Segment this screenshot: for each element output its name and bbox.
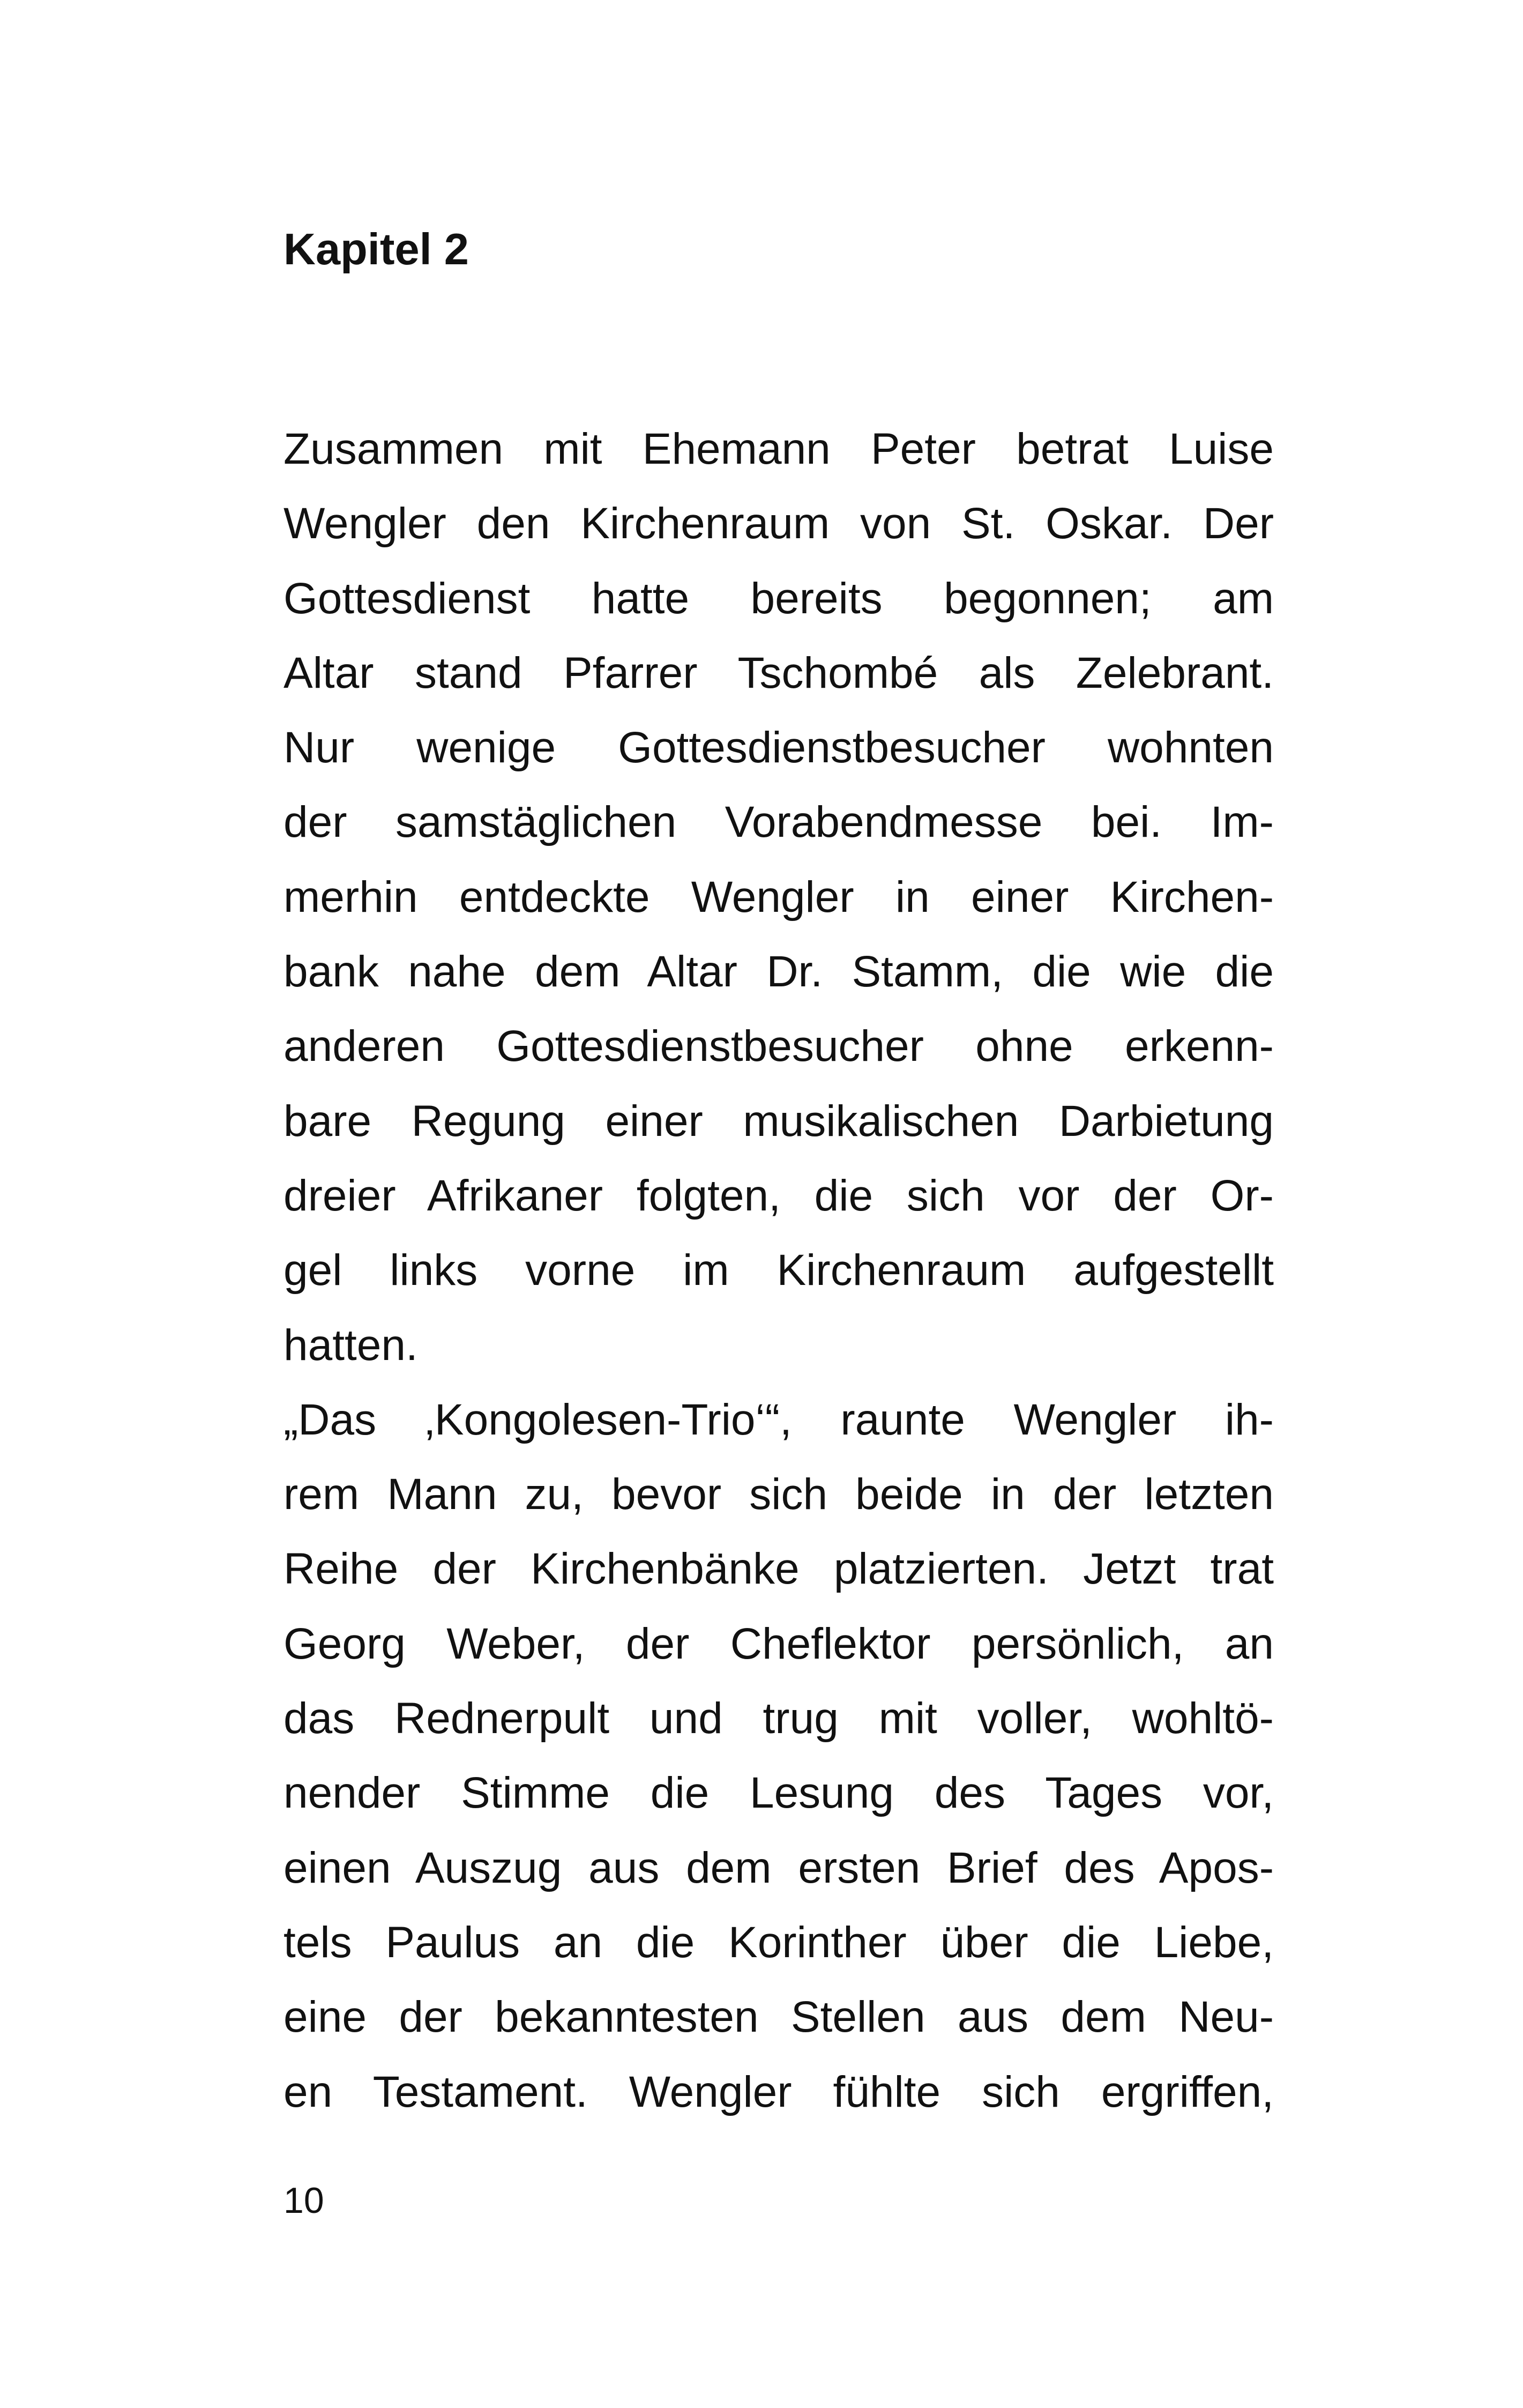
text-line: anderen Gottesdienstbesucher ohne erkenn- [283,1022,1274,1071]
text-line: nender Stimme die Lesung des Tages vor, [283,1768,1274,1818]
text-line: Zusammen mit Ehemann Peter betrat Luise [283,425,1274,473]
text-line: das Rednerpult und trug mit voller, wohltö- [283,1694,1274,1743]
text-line: Altar stand Pfarrer Tschombé als Zelebrant. [283,648,1274,697]
text-line: rem Mann zu, bevor sich beide in der letzten [283,1470,1274,1519]
text-line: Nur wenige Gottesdienstbesucher wohnten [283,723,1274,772]
text-line: Reihe der Kirchenbänke platzierten. Jetzt trat [283,1544,1274,1594]
text-line: „Das ‚Kongolesen-Trio‘“, raunte Wengler ih- [283,1395,1274,1444]
text-line: bare Regung einer musikalischen Darbietung [283,1096,1274,1146]
text-line: Gottesdienst hatte bereits begonnen; am [283,574,1274,623]
paragraph [283,1383,1274,2129]
text-line: merhin entdeckte Wengler in einer Kirchen- [283,872,1274,921]
paragraph [283,412,1274,1383]
text-line: eine der bekanntesten Stellen aus dem Neu- [283,1993,1274,2042]
text-line: dreier Afrikaner folgten, die sich vor der Or- [283,1171,1274,1220]
chapter-title: Kapitel 2 [283,224,469,274]
text-line: Wengler den Kirchenraum von St. Oskar. Der [283,499,1274,548]
text-line: der samstäglichen Vorabendmesse bei. Im- [283,798,1274,847]
text-line: Georg Weber, der Cheflektor persönlich, an [283,1619,1274,1668]
text-line: en Testament. Wengler fühlte sich ergriffen, [283,2067,1274,2116]
text-line: gel links vorne im Kirchenraum aufgestellt [283,1246,1274,1295]
text-line: tels Paulus an die Korinther über die Liebe, [283,1918,1274,1967]
text-line: einen Auszug aus dem ersten Brief des Apos- [283,1843,1274,1892]
page-number: 10 [283,2180,324,2221]
body-text [283,412,1274,2129]
text-line: hatten. [283,1320,418,1370]
text-line: bank nahe dem Altar Dr. Stamm, die wie die [283,947,1274,997]
